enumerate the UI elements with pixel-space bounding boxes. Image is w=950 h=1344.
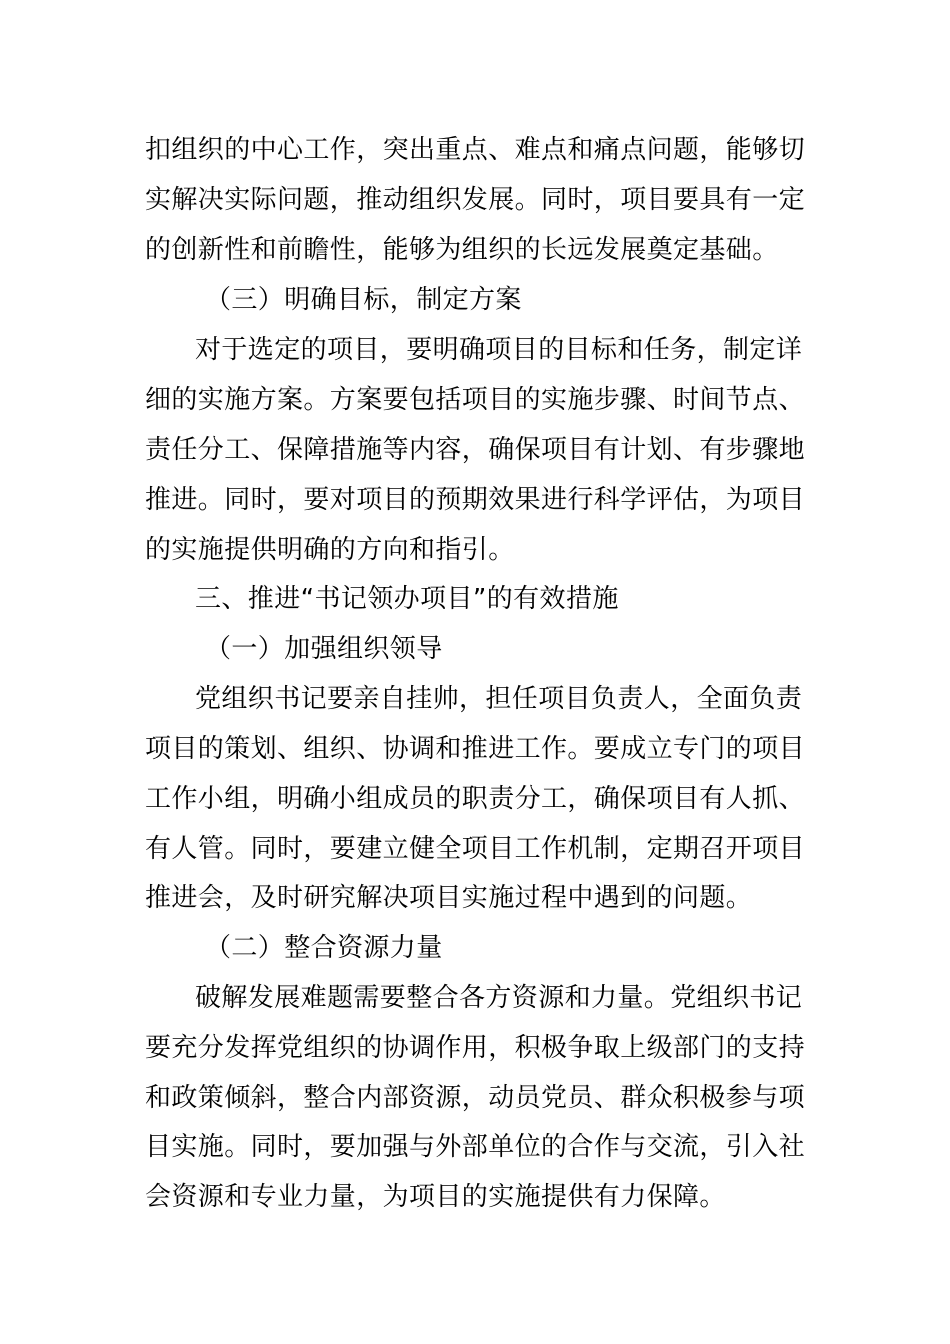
subsection-heading: （一）加强组织领导 [205, 634, 443, 664]
body-text-line: 党组织书记要亲自挂帅，担任项目负责人，全面负责 [195, 684, 803, 714]
body-text-line: 有人管。同时，要建立健全项目工作机制，定期召开项目 [145, 834, 806, 864]
body-text-line: 会资源和专业力量，为项目的实施提供有力保障。 [145, 1182, 726, 1212]
body-text-line: 的实施提供明确的方向和指引。 [145, 535, 515, 565]
body-text-line: 的创新性和前瞻性，能够为组织的长远发展奠定基础。 [145, 235, 779, 265]
body-text-line: 破解发展难题需要整合各方资源和力量。党组织书记 [195, 983, 803, 1013]
section-heading: 三、推进“书记领办项目”的有效措施 [195, 584, 619, 614]
body-text-line: 和政策倾斜，整合内部资源，动员党员、群众积极参与项 [145, 1083, 806, 1113]
body-text-line: 对于选定的项目，要明确项目的目标和任务，制定详 [195, 335, 803, 365]
body-text-line: 推进会，及时研究解决项目实施过程中遇到的问题。 [145, 883, 753, 913]
body-text-line: 实解决实际问题，推动组织发展。同时，项目要具有一定 [145, 185, 806, 215]
body-text-line: 工作小组，明确小组成员的职责分工，确保项目有人抓、 [145, 784, 806, 814]
body-text-line: 要充分发挥党组织的协调作用，积极争取上级部门的支持 [145, 1033, 806, 1063]
body-text-line: 推进。同时，要对项目的预期效果进行科学评估，为项目 [145, 485, 806, 515]
body-text-line: 目实施。同时，要加强与外部单位的合作与交流，引入社 [145, 1132, 806, 1162]
subsection-heading: （三）明确目标，制定方案 [205, 285, 522, 315]
subsection-heading: （二）整合资源力量 [205, 933, 443, 963]
body-text-line: 扣组织的中心工作，突出重点、难点和痛点问题，能够切 [145, 135, 806, 165]
body-text-line: 细的实施方案。方案要包括项目的实施步骤、时间节点、 [145, 385, 806, 415]
body-text-line: 责任分工、保障措施等内容，确保项目有计划、有步骤地 [145, 435, 806, 465]
body-text-line: 项目的策划、组织、协调和推进工作。要成立专门的项目 [145, 734, 806, 764]
